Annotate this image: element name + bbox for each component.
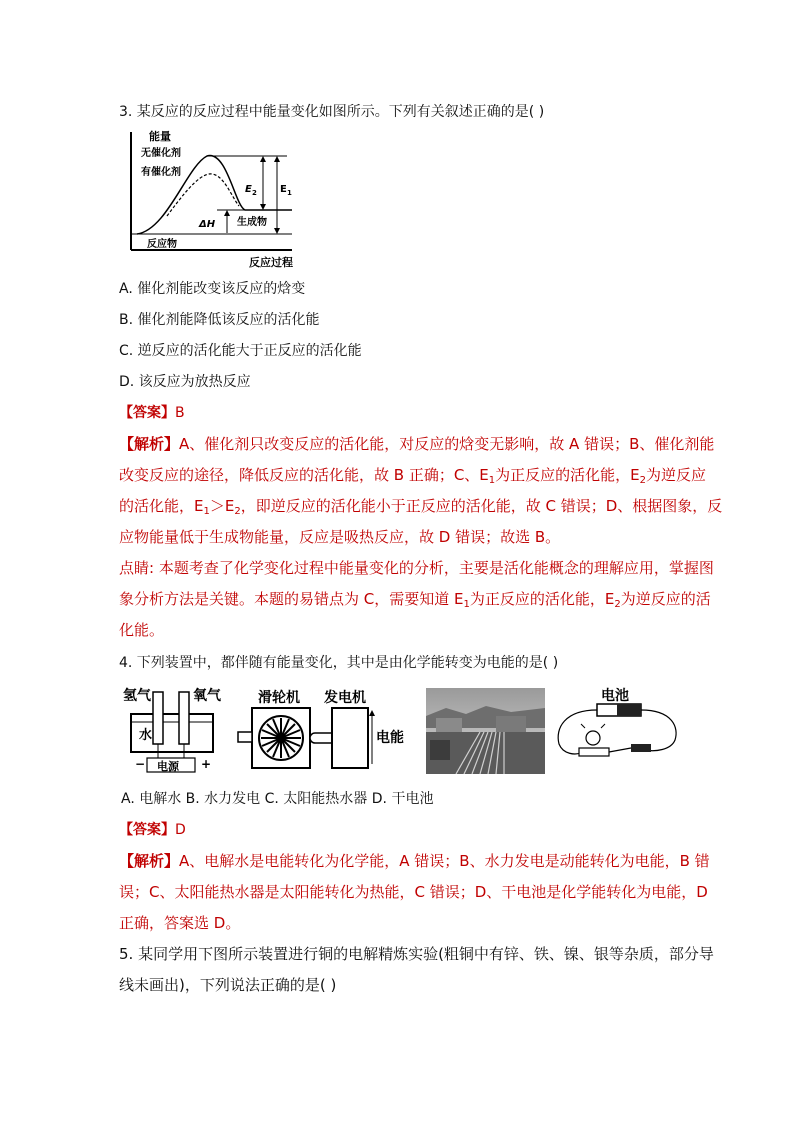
q3-note-line-1: 点睛: 本题考查了化学变化过程中能量变化的分析，主要是活化能概念的理解应用，掌握图 xyxy=(119,559,714,577)
q3-analysis-line-4: 应物能量低于生成物能量，反应是吸热反应，故 D 错误；故选 B。 xyxy=(119,528,561,546)
q3-option-a: A. 催化剂能改变该反应的焓变 xyxy=(119,281,306,297)
q3-option-b: B. 催化剂能降低该反应的活化能 xyxy=(119,312,320,328)
q3-note-line-2 xyxy=(119,589,711,615)
power-label: 电源 xyxy=(157,760,179,773)
switch xyxy=(631,744,651,752)
q3-option-d: D. 该反应为放热反应 xyxy=(119,374,251,390)
battery-label: 电池 xyxy=(601,688,629,704)
generator-box xyxy=(332,708,368,768)
solar-heater-photo xyxy=(426,688,545,774)
e1-label: E xyxy=(280,184,287,195)
q3-analysis-text-3b: ＞E xyxy=(209,497,235,515)
q4-analysis-line-3: 正确，答案选 D。 xyxy=(119,914,241,932)
h2-label: 氢气 xyxy=(123,688,151,704)
q4-analysis-text-1: A、电解水是电能转化为化学能，A 错误；B、水力发电是动能转化为电能，B 错 xyxy=(179,852,710,870)
o2-label: 氧气 xyxy=(193,688,221,704)
subscript-1: 1 xyxy=(488,475,496,486)
q3-analysis-text-3a: 的活化能，E xyxy=(119,497,204,515)
q4-answer-tag: 【答案】 xyxy=(119,822,175,838)
q3-analysis-line-1 xyxy=(119,434,714,454)
output-arrowhead xyxy=(369,710,375,716)
q3-analysis-text-2a: 改变反应的途径，降低反应的活化能，故 B 正确；C、E xyxy=(119,466,489,484)
hydro-generator-figure xyxy=(236,686,420,772)
water-inlet xyxy=(238,732,252,742)
bulb-ray xyxy=(581,724,585,728)
battery-dark-end xyxy=(617,704,641,716)
q3-note-text-2c: 为逆反应的活 xyxy=(620,590,711,608)
no-catalyst-label: 无催化剂 xyxy=(141,148,181,159)
q5-stem-line-2: 线未画出)，下列说法正确的是( ) xyxy=(119,976,337,994)
minus-sign: − xyxy=(135,757,146,771)
q3-analysis-line-3 xyxy=(119,496,722,522)
q3-analysis-text-1: A、催化剂只改变反应的活化能，对反应的焓变无影响，故 A 错误；B、催化剂能 xyxy=(179,435,715,453)
generator-label: 发电机 xyxy=(324,690,366,706)
subscript-1: 1 xyxy=(203,506,210,517)
q3-stem: 3. 某反应的反应过程中能量变化如图所示。下列有关叙述正确的是( ) xyxy=(119,104,545,120)
q3-option-c: C. 逆反应的活化能大于正反应的活化能 xyxy=(119,343,362,359)
e1-arrowhead-bottom xyxy=(274,228,280,234)
deltah-label: ΔH xyxy=(199,219,216,230)
q3-analysis-text-2c: 为逆反应 xyxy=(646,466,707,484)
subscript-2: 2 xyxy=(639,475,647,486)
q3-analysis-tag: 【解析】 xyxy=(119,435,180,453)
reactant-label: 反应物 xyxy=(147,239,177,250)
q3-note-text-2a: 象分析方法是关键。本题的易错点为 C，需要知道 E xyxy=(119,590,464,608)
deltah-arrowhead xyxy=(224,210,230,216)
subscript-2: 2 xyxy=(614,599,621,610)
bulb-ray xyxy=(601,724,605,728)
plus-sign: + xyxy=(201,757,212,771)
q4-options: A. 电解水 B. 水力发电 C. 太阳能热水器 D. 干电池 xyxy=(121,791,434,807)
q4-analysis-line-2: 误；C、太阳能热水器是太阳能转化为热能，C 错误；D、干电池是化学能转化为电能，D xyxy=(119,883,708,901)
wire-bottom xyxy=(609,748,631,752)
subscript-1: 1 xyxy=(463,599,470,610)
e2-label: E xyxy=(245,184,252,195)
water-label: 水 xyxy=(139,728,153,743)
q3-note-text-2b: 为正反应的活化能，E xyxy=(469,590,615,608)
q4-analysis-tag: 【解析】 xyxy=(119,852,180,870)
q4-stem: 4. 下列装置中，都伴随有能量变化，其中是由化学能转变为电能的是( ) xyxy=(119,655,559,671)
q4-answer-value: D xyxy=(175,822,186,838)
battery-circuit-figure xyxy=(555,684,681,772)
e1-sub: 1 xyxy=(287,189,292,197)
q3-answer-tag: 【答案】 xyxy=(119,405,175,421)
building-1 xyxy=(436,718,462,732)
pulley-label: 滑轮机 xyxy=(258,690,300,706)
q3-analysis-text-3c: ，即逆反应的活化能小于正反应的活化能，故 C 错误；D、根据图象，反 xyxy=(240,497,723,515)
q3-analysis-line-2 xyxy=(119,465,706,491)
q3-note-line-3: 化能。 xyxy=(119,621,165,639)
right-tube xyxy=(179,692,189,744)
energy-x-label: 反应过程 xyxy=(249,256,293,268)
e2-arrowhead-top xyxy=(260,156,266,162)
q4-analysis-line-1 xyxy=(119,851,710,871)
building-2 xyxy=(496,716,526,732)
e1-arrowhead-top xyxy=(274,156,280,162)
energy-y-label: 能量 xyxy=(149,130,171,143)
electricity-label: 电能 xyxy=(376,730,404,746)
left-tube xyxy=(153,692,163,744)
energy-diagram xyxy=(127,126,297,268)
q3-answer xyxy=(119,403,185,423)
product-label: 生成物 xyxy=(237,217,267,228)
bulb-icon xyxy=(586,731,600,745)
q3-analysis-text-2b: 为正反应的活化能，E xyxy=(495,466,640,484)
turbine-spokes xyxy=(261,718,301,758)
q3-answer-value: B xyxy=(175,405,185,421)
rooftop-shadow xyxy=(430,740,450,760)
q4-answer xyxy=(119,820,186,840)
catalyst-label: 有催化剂 xyxy=(141,167,181,178)
subscript-2: 2 xyxy=(234,506,241,517)
e2-sub: 2 xyxy=(252,189,257,197)
bulb-base xyxy=(579,748,609,756)
e2-arrowhead-bottom xyxy=(260,204,266,210)
electrolysis-figure xyxy=(117,684,227,776)
q5-stem-line-1: 5. 某同学用下图所示装置进行铜的电解精炼实验(粗铜中有锌、铁、镍、银等杂质，部分导 xyxy=(119,945,714,963)
